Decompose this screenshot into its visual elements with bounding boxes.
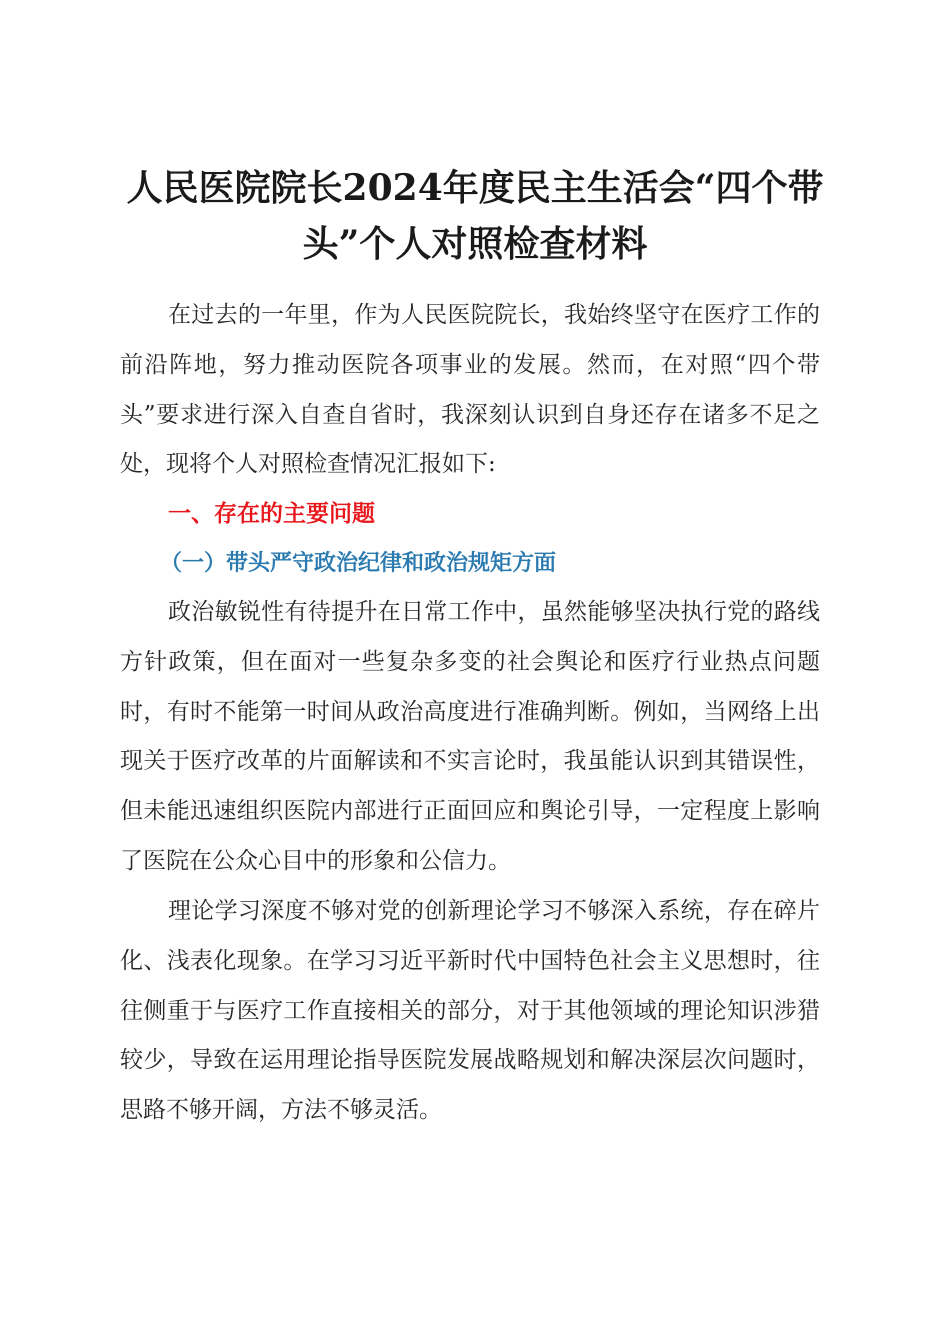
body-paragraph: 政治敏锐性有待提升在日常工作中，虽然能够坚决执行党的路线方针政策，但在面对一些复杂多变的社会舆论和医疗行业热点问题时，有时不能第一时间从政治高度进行准确判断。例如，当网络上出现关于医疗改革的片面解读和不实言论时，我虽能认识到其错误性，但未能迅速组织医院内部进行正面回应和舆论引导，一定程度上影响了医院在公众心目中的形象和公信力。: [120, 599, 820, 874]
body-paragraph: 理论学习深度不够对党的创新理论学习不够深入系统，存在碎片化、浅表化现象。在学习习近平新时代中国特色社会主义思想时，往往侧重于与医疗工作直接相关的部分，对于其他领域的理论知识涉猎较少，导致在运用理论指导医院发展战略规划和解决深层次问题时，思路不够开阔，方法不够灵活。: [120, 898, 820, 1124]
title-line-2: 头”个人对照检查材料: [302, 223, 648, 265]
title-line-1: 人民医院院长2024年度民主生活会“四个带: [126, 167, 824, 209]
document-title: [110, 160, 840, 272]
intro-paragraph: 在过去的一年里，作为人民医院院长，我始终坚守在医疗工作的前沿阵地，努力推动医院各项事业的发展。然而，在对照“四个带头”要求进行深入自查自省时，我深刻认识到自身还存在诸多不足之处，现将个人对照检查情况汇报如下:: [120, 302, 820, 478]
subsection-heading: （一）带头严守政治纪律和政治规矩方面: [160, 550, 557, 576]
section-heading: 一、存在的主要问题: [168, 501, 375, 527]
